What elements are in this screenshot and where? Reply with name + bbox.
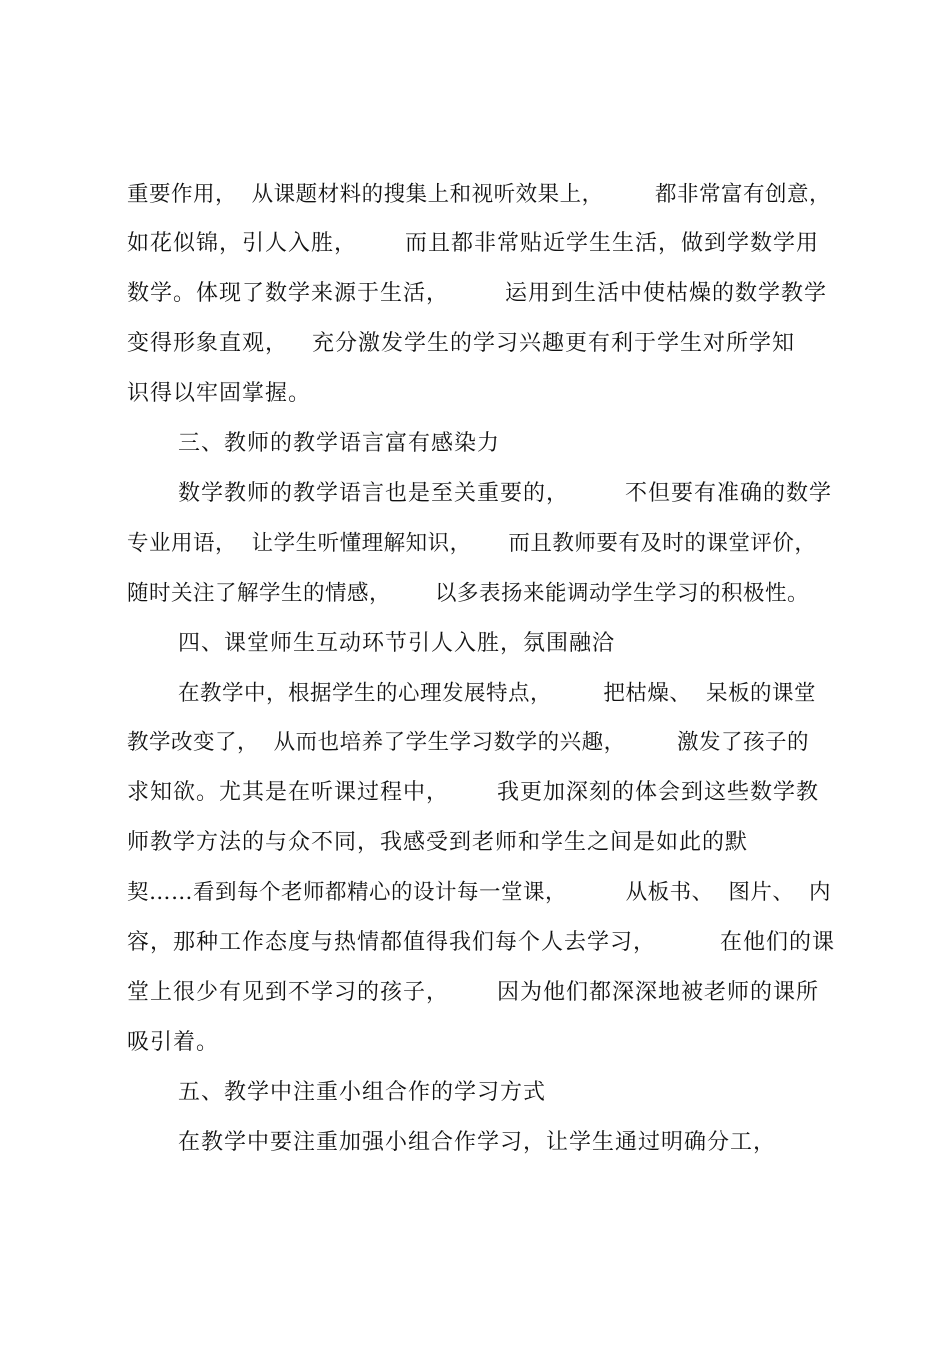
section-heading-5: 五、教学中注重小组合作的学习方式 — [178, 1080, 547, 1105]
body-text-line: 数学。体现了数学来源于生活， 运用到生活中使枯燥的数学教学 — [127, 281, 827, 306]
body-text-line: 教学改变了， 从而也培养了学生学习数学的兴趣， 激发了孩子的 — [127, 730, 810, 755]
body-text-line: 在教学中，根据学生的心理发展特点， 把枯燥、 呆板的课堂 — [178, 681, 817, 706]
body-text-line: 吸引着。 — [127, 1030, 220, 1055]
body-text-line: 求知欲。尤其是在听课过程中， 我更加深刻的体会到这些数学教 — [127, 780, 819, 805]
body-text-line: 识得以牢固掌握。 — [127, 381, 312, 406]
body-text-line: 重要作用， 从课题材料的搜集上和视听效果上， 都非常富有创意， — [127, 182, 832, 207]
body-text-line: 如花似锦，引人入胜， 而且都非常贴近学生生活，做到学数学用 — [127, 231, 819, 256]
body-text-line: 随时关注了解学生的情感， 以多表扬来能调动学生学习的积极性。 — [127, 581, 810, 606]
body-text-line: 数学教师的教学语言也是至关重要的， 不但要有准确的数学 — [178, 481, 832, 506]
section-heading-4: 四、课堂师生互动环节引人入胜，氛围融洽 — [178, 631, 616, 656]
body-text-line: 在教学中要注重加强小组合作学习，让学生通过明确分工， — [178, 1130, 777, 1155]
body-text-line: 容，那种工作态度与热情都值得我们每个人去学习， 在他们的课 — [127, 930, 835, 955]
body-text-line: 变得形象直观， 充分激发学生的学习兴趣更有利于学生对所学知 — [127, 331, 795, 356]
body-text-line: 堂上很少有见到不学习的孩子， 因为他们都深深地被老师的课所 — [127, 980, 819, 1005]
body-text-line: 契……看到每个老师都精心的设计每一堂课， 从板书、 图片、 内 — [127, 880, 832, 905]
section-heading-3: 三、教师的教学语言富有感染力 — [178, 431, 501, 456]
body-text-line: 专业用语， 让学生听懂理解知识， 而且教师要有及时的课堂评价， — [127, 531, 817, 556]
body-text-line: 师教学方法的与众不同，我感受到老师和学生之间是如此的默 — [127, 830, 749, 855]
